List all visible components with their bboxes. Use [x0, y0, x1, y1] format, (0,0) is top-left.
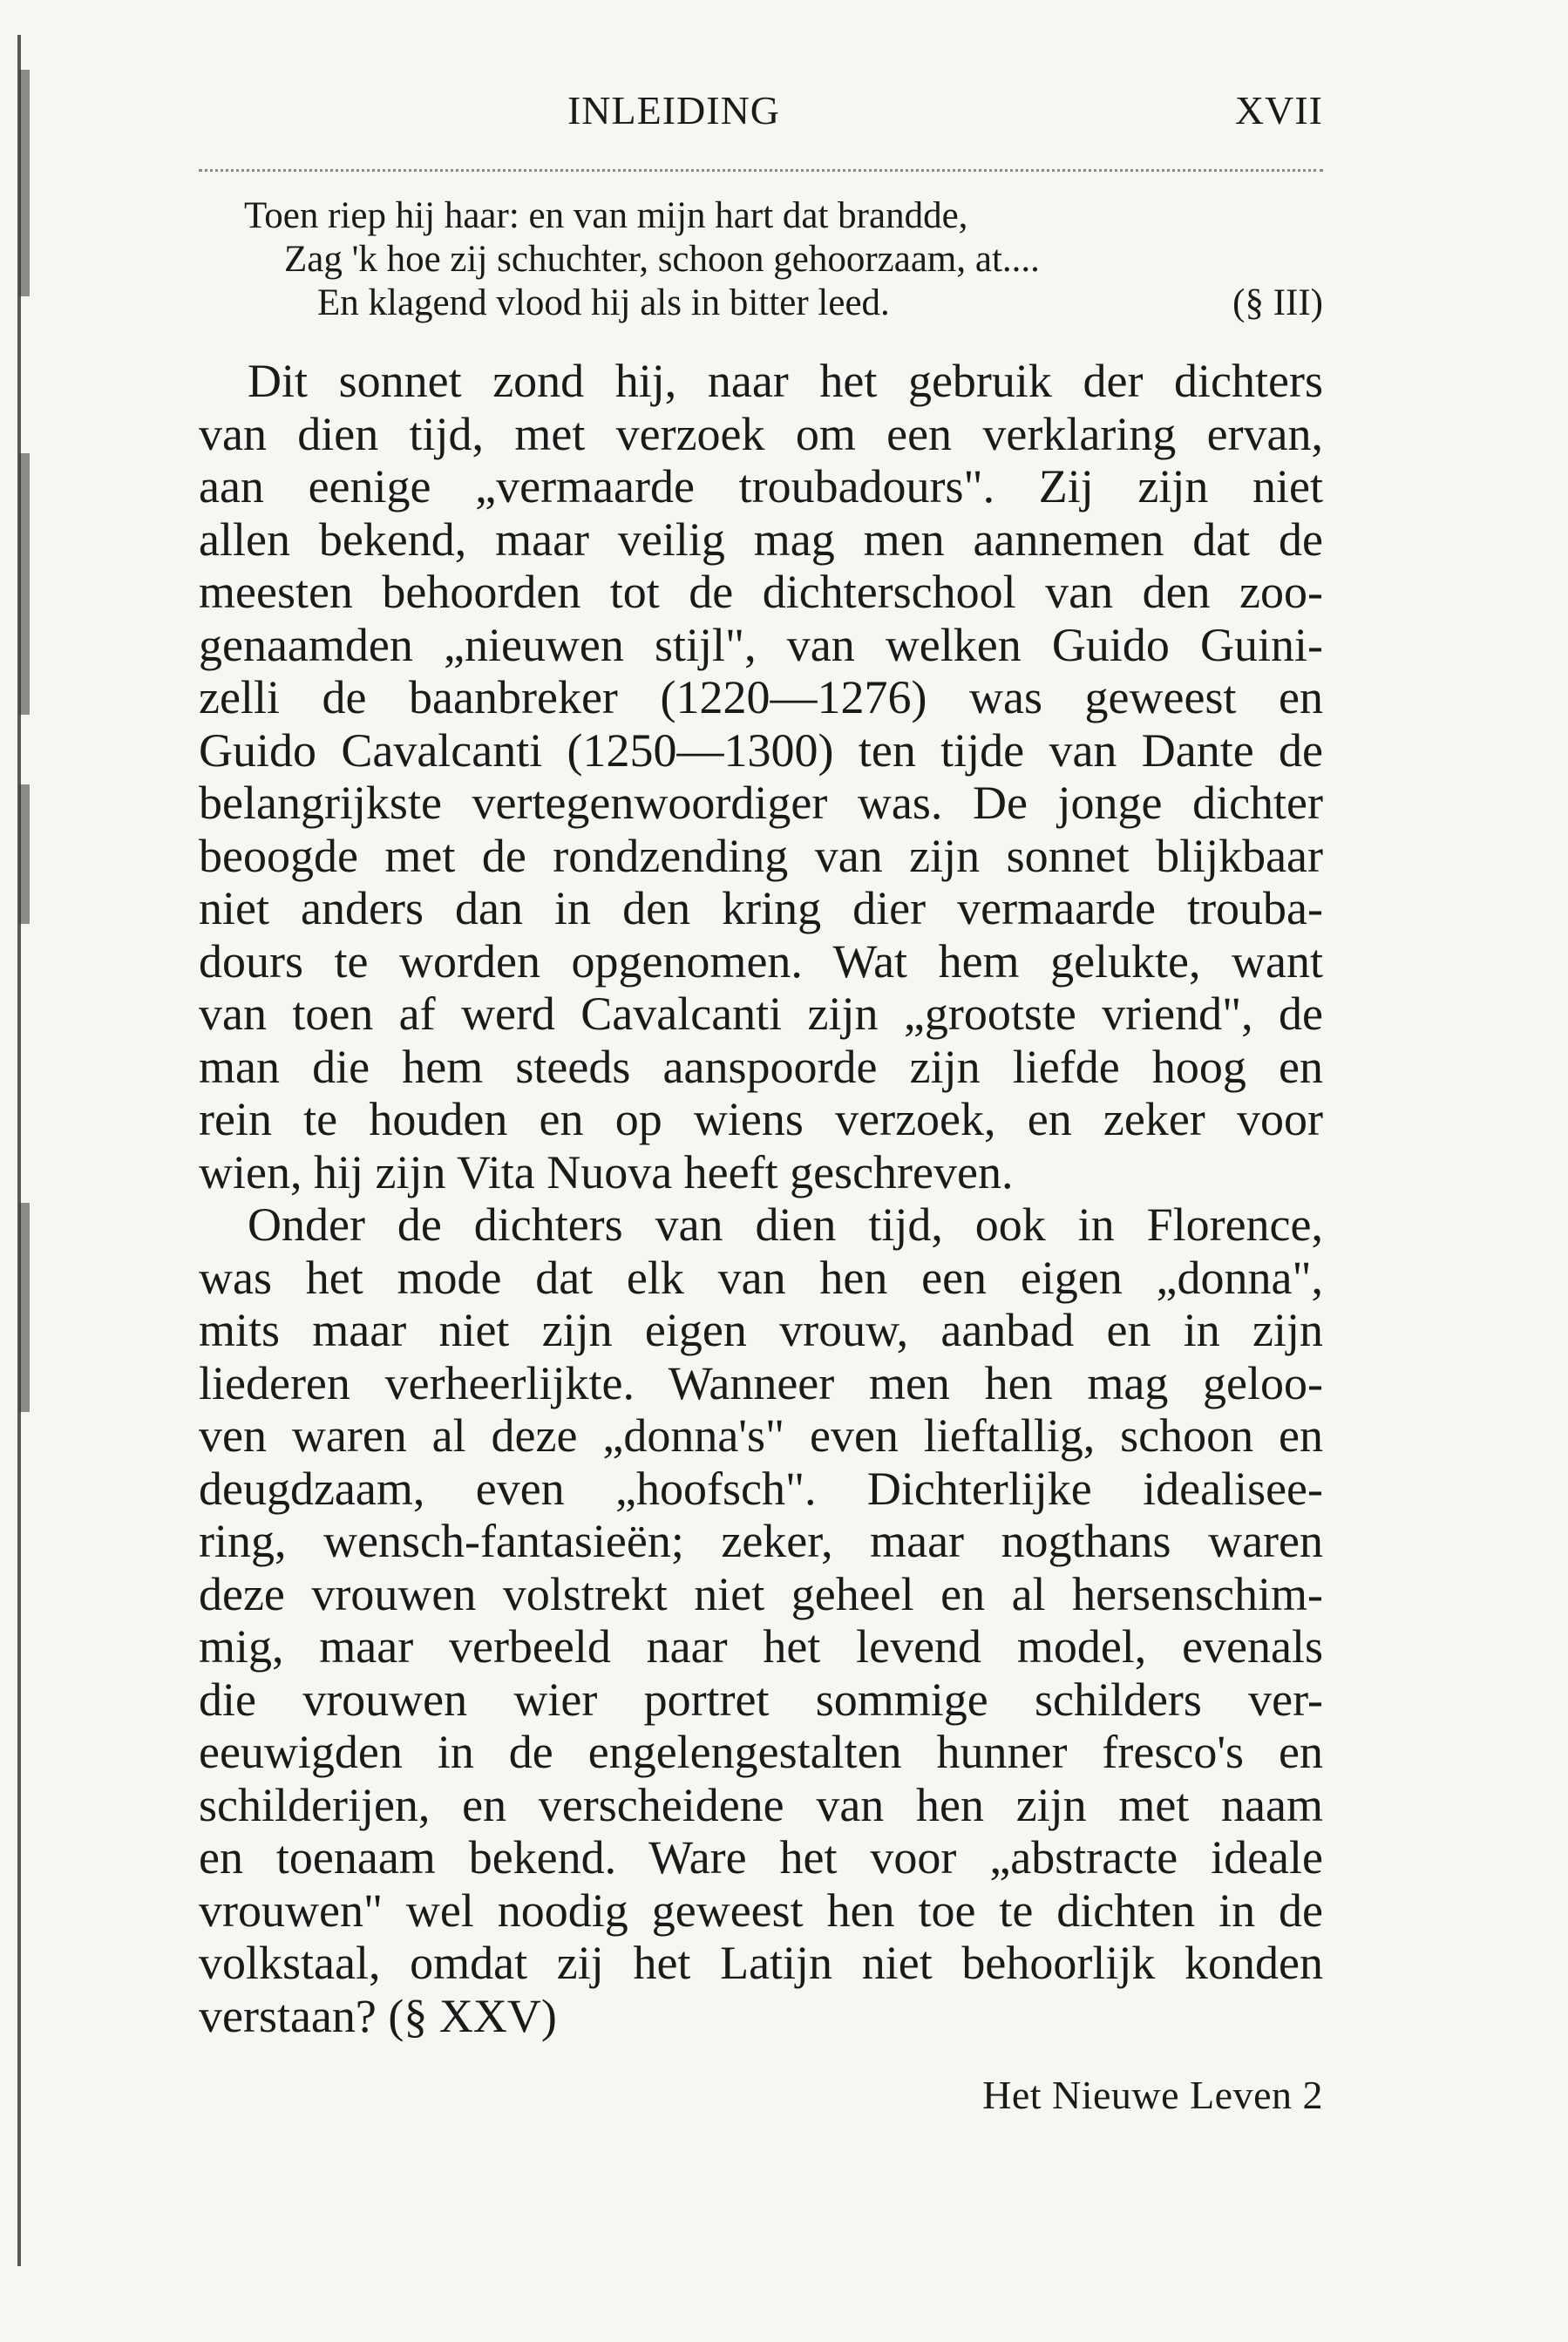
text-line: dours te worden opgenomen. Wat hem gelukte, want	[199, 934, 1323, 988]
binding-shadow	[19, 1203, 30, 1412]
text-line: aan eenige „vermaarde troubadours". Zij zijn niet	[199, 460, 1323, 513]
binding-shadow	[19, 784, 30, 924]
text-line: rein te houden en op wiens verzoek, en zeker voor	[199, 1093, 1323, 1145]
book-binding-edge	[17, 35, 35, 2266]
text-line: mits maar niet zijn eigen vrouw, aanbad en in zijn	[199, 1304, 1323, 1356]
binding-shadow	[19, 70, 30, 296]
text-line: mig, maar verbeeld naar het levend model, evenals	[199, 1620, 1323, 1673]
text-line: zelli de baanbreker (1220—1276) was geweest en	[199, 671, 1323, 723]
text-line: Guido Cavalcanti (1250—1300) ten tijde van Dante de	[199, 723, 1323, 777]
text-line: was het mode dat elk van hen een eigen „donna",	[199, 1251, 1323, 1304]
text-line: meesten behoorden tot de dichterschool van den zoo-	[199, 566, 1323, 618]
text-line: verstaan? (§ XXV)	[199, 1989, 557, 2042]
text-line: deugdzaam, even „hoofsch". Dichterlijke idealisee-	[199, 1462, 1323, 1515]
text-line: volkstaal, omdat zij het Latijn niet behoorlijk konden	[199, 1937, 1323, 1989]
text-line: beoogde met de rondzending van zijn sonnet blijkbaar	[199, 829, 1323, 882]
text-line: liederen verheerlijkte. Wanneer men hen mag geloo-	[199, 1356, 1323, 1409]
text-line: van toen af werd Cavalcanti zijn „grootste vriend", de	[199, 988, 1323, 1040]
header-rule	[199, 169, 1323, 172]
page-number: XVII	[1234, 88, 1323, 132]
verse-line: Toen riep hij haar: en van mijn hart dat brandde,	[244, 195, 968, 236]
text-line: ring, wensch-fantasieën; zeker, maar nogthans waren	[199, 1515, 1323, 1567]
text-line: vrouwen" wel noodig geweest hen toe te dichten in de	[199, 1884, 1323, 1937]
book-page	[199, 78, 1323, 2118]
text-line: niet anders dan in den kring dier vermaarde trouba-	[199, 882, 1323, 934]
text-line: en toenaam bekend. Ware het voor „abstracte ideale	[199, 1831, 1323, 1884]
text-line: van dien tijd, met verzoek om een verklaring ervan,	[199, 407, 1323, 460]
text-line: deze vrouwen volstrekt niet geheel en al hersenschim-	[199, 1567, 1323, 1620]
paragraph-1	[199, 355, 1323, 1198]
text-line: genaamden „nieuwen stijl", van welken Guido Guini-	[199, 618, 1323, 671]
paragraph-2	[199, 1198, 1323, 2042]
text-line: belangrijkste vertegenwoordiger was. De jonge dichter	[199, 777, 1323, 829]
text-line: Dit sonnet zond hij, naar het gebruik der dichters	[248, 355, 1323, 407]
text-line: wien, hij zijn Vita Nuova heeft geschreven.	[199, 1145, 1014, 1198]
text-line: Onder de dichters van dien tijd, ook in Florence,	[248, 1198, 1323, 1251]
text-line: ven waren al deze „donna's" even lieftallig, schoon en	[199, 1409, 1323, 1462]
text-line: allen bekend, maar veilig mag men aannemen dat de	[199, 513, 1323, 566]
signature-mark: Het Nieuwe Leven 2	[982, 2073, 1323, 2117]
verse-quote	[244, 194, 1323, 325]
verse-reference: (§ III)	[1232, 282, 1323, 323]
text-line: eeuwigden in de engelengestalten hunner fresco's en	[199, 1726, 1323, 1778]
text-line: die vrouwen wier portret sommige schilders ver-	[199, 1673, 1323, 1726]
verse-line-text: En klagend vlood hij als in bitter leed.	[317, 282, 890, 323]
verse-line	[244, 282, 1323, 325]
binding-shadow	[19, 453, 30, 715]
running-head	[199, 78, 1323, 139]
chapter-title: INLEIDING	[567, 88, 781, 132]
verse-line: Zag 'k hoe zij schuchter, schoon gehoorzaam, at....	[284, 239, 1040, 280]
text-line: schilderijen, en verscheidene van hen zijn met naam	[199, 1778, 1323, 1831]
text-line: man die hem steeds aanspoorde zijn liefde hoog en	[199, 1040, 1323, 1093]
